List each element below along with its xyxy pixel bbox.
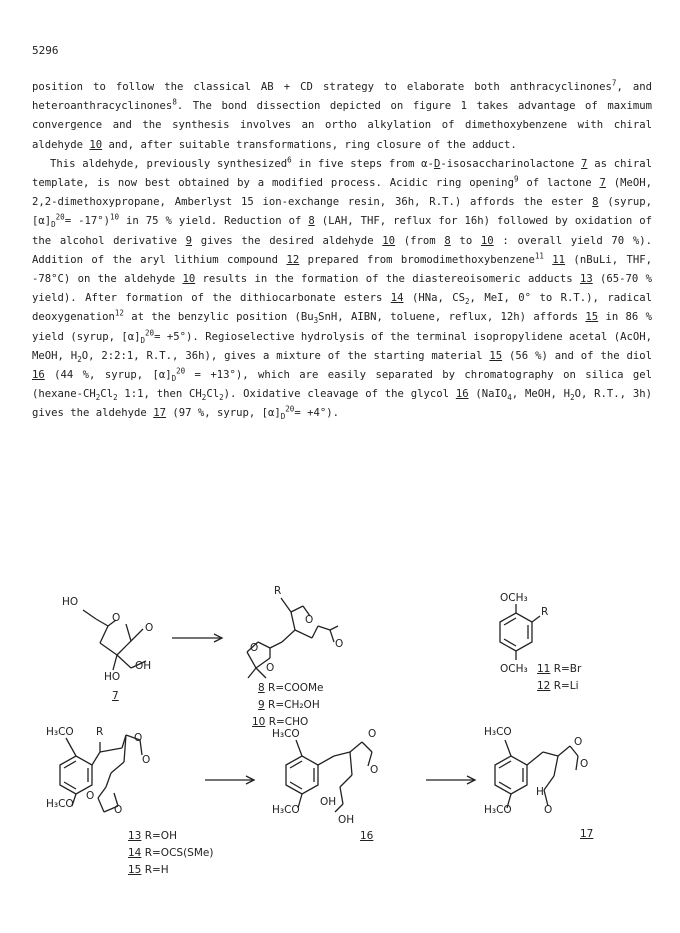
compound-number: 14 xyxy=(128,847,142,859)
label-ring-oxygen: O xyxy=(112,612,121,624)
superscript: 20 xyxy=(285,404,295,414)
label-h3co-top-13: H₃CO xyxy=(46,726,74,738)
page-number: 5296 xyxy=(32,44,59,57)
compound-row xyxy=(252,716,308,728)
compound-row xyxy=(128,830,177,842)
subscript: 3 xyxy=(313,316,319,326)
substituent: R=Br xyxy=(550,663,582,675)
label-h3co-bottom-17: H₃CO xyxy=(484,804,512,816)
compound-row xyxy=(537,680,579,692)
label-ho-top: HO xyxy=(62,596,79,608)
label-o-13a: O xyxy=(134,732,143,744)
superscript: 20 xyxy=(145,328,155,338)
compound-number: 11 xyxy=(537,663,551,675)
compound-ref: 7 xyxy=(581,157,588,170)
substituent: R=OCS(SMe) xyxy=(141,847,214,859)
paragraph-1: position to follow the classical AB + CD strategy to elaborate both anthracyclinones$^7$, and heteroanthracyclinones$^8$. The bond dissection depicted on figure 1 takes advantage of maximum convergence and the synthesis involves an ortho alkylation of dimethoxybenzene with chiral aldehyde 10 and, after suitable transformations, ring closure of the adduct. xyxy=(32,78,653,151)
compound-row xyxy=(128,864,169,876)
compound-ref: 8 xyxy=(444,234,451,247)
compound-row xyxy=(258,682,324,694)
compound-number-16: 16 xyxy=(360,830,374,842)
substituent: R=Li xyxy=(550,680,579,692)
subscript: 2 xyxy=(570,393,575,403)
reaction-scheme xyxy=(0,585,680,933)
substituent: R=COOMe xyxy=(264,682,324,694)
subscript: 2 xyxy=(77,354,82,364)
substituent: R=OH xyxy=(141,830,177,842)
compound-ref: 17 xyxy=(153,407,166,420)
subscript: 2 xyxy=(201,393,207,403)
compound-ref: 16 xyxy=(32,369,45,382)
label-o-17a: O xyxy=(574,736,583,748)
subscript: 2 xyxy=(465,297,470,307)
structure-11 xyxy=(500,604,540,660)
subscript: 2 xyxy=(113,393,118,403)
compound-ref: 10 xyxy=(480,234,494,247)
subscript: 2 xyxy=(95,393,101,403)
label-o-8a: O xyxy=(305,614,314,626)
label-o-13d: O xyxy=(114,804,123,816)
reaction-arrow-1 xyxy=(172,634,222,642)
label-o-8b: O xyxy=(335,638,344,650)
label-o-8c: O xyxy=(250,642,259,654)
label-h3co-top-16: H₃CO xyxy=(272,728,300,740)
compound-ref: 8 xyxy=(308,215,315,228)
label-h-17: H xyxy=(536,786,544,798)
compound-ref: 14 xyxy=(390,292,404,305)
compound-number: 13 xyxy=(128,830,142,842)
compound-row xyxy=(537,663,581,675)
label-carbonyl-oxygen: O xyxy=(145,622,154,634)
superscript: 10 xyxy=(109,212,119,222)
compound-ref: 11 xyxy=(552,253,566,266)
label-o-13c: O xyxy=(86,790,95,802)
compound-ref: 7 xyxy=(599,177,606,190)
label-o-16a: O xyxy=(368,728,377,740)
superscript: 20 xyxy=(176,366,186,376)
label-h3co-bottom-16: H₃CO xyxy=(272,804,300,816)
subscript: D xyxy=(280,412,286,422)
structure-8 xyxy=(247,598,338,678)
superscript: 6 xyxy=(287,155,292,165)
substituent: R=CH₂OH xyxy=(264,699,320,711)
label-oh: OH xyxy=(135,660,152,672)
compound-ref: 10 xyxy=(182,273,196,286)
label-h3co-top-17: H₃CO xyxy=(484,726,512,738)
compound-ref: 10 xyxy=(89,138,103,151)
label-o-8d: O xyxy=(266,662,275,674)
label-r-11: R xyxy=(541,606,549,618)
compound-row xyxy=(258,699,320,711)
superscript: 9 xyxy=(513,174,519,184)
label-r-8: R xyxy=(274,585,282,597)
label-h3co-bottom-13: H₃CO xyxy=(46,798,74,810)
subscript: D xyxy=(171,374,177,384)
subscript: D xyxy=(51,220,56,230)
compound-ref: D xyxy=(433,157,441,170)
label-o-16b: O xyxy=(370,764,379,776)
label-oh-16b: OH xyxy=(338,814,355,826)
compound-ref: 12 xyxy=(286,253,300,266)
compound-row xyxy=(128,847,213,859)
label-o-17b: O xyxy=(580,758,589,770)
label-och3-bottom: OCH₃ xyxy=(500,663,528,675)
compound-ref: 15 xyxy=(489,349,503,362)
compound-ref: 10 xyxy=(382,234,396,247)
paragraph-2: This aldehyde, previously synthesized$^6$ in five steps from α-D-isosaccharinolactone 7 as chiral template, is now best obtained by a modified process. Acidic ring opening$^9$ of lactone 7 (MeOH, 2,2-dimethoxypropane, Amberlyst 15 ion-exchange resin, 36h, R.T.) affords the ester 8 (syrup, $[\alpha]_D^{20}= -17^\circ)^{10}$ in 75 % yield. Reduction of 8 (LAH, THF, reflux for 16h) followed by oxidation of the alcohol derivative 9 gives the desired aldehyde 10 (from 8 to 10 : overall yield 70 %). Addition of the aryl lithium compound 12 prepared from bromodimethoxybenzene$^{11}$ 11 (nBuLi, THF, -78°C) on the aldehyde 10 results in the formation of the diastereoisomeric adducts 13 (65-70 % yield). After formation of the dithiocarbonate esters 14 (HNa, $CS_2$, MeI, 0° to R.T.), radical deoxygenation$^{12}$ at the benzylic position ($Bu_3SnH$, AIBN, toluene, reflux, 12h) affords 15 in 86 % yield (syrup, $[\alpha]_D^{20}= +5^\circ$). Regioselective hydrolysis of the terminal isopropylidene acetal (AcOH, MeOH, $H_2O$, 2:2:1, R.T., 36h), gives a mixture of the starting material 15 (56 %) and of the diol 16 (44 %, syrup, $[\alpha]_D^{20} = +13^\circ$), which are easily separated by chromatography on silica gel ($hexane-CH_2Cl_2$ 1:1, then $CH_2Cl_2$). Oxidative cleavage of the glycol 16 (NaIO$_4$, MeOH, $H_2O$, R.T., 3h) gives the aldehyde 17 (97 %, syrup, $[\alpha]_D^{20}= +4^\circ$). xyxy=(32,155,653,422)
compound-number-17: 17 xyxy=(580,828,594,840)
compound-number: 12 xyxy=(537,680,551,692)
label-r-13: R xyxy=(96,726,104,738)
compound-ref: 8 xyxy=(592,196,599,209)
substituent: R=CHO xyxy=(265,716,309,728)
compound-ref: 9 xyxy=(185,234,193,247)
label-och3-top: OCH₃ xyxy=(500,592,528,604)
compound-ref: 13 xyxy=(579,273,593,286)
label-oh-16a: OH xyxy=(320,796,337,808)
label-ho-bottom: HO xyxy=(104,671,121,683)
compound-number: 10 xyxy=(252,716,266,728)
compound-ref: 15 xyxy=(585,311,599,324)
compound-ref: 16 xyxy=(455,388,469,401)
substituent: R=H xyxy=(141,864,169,876)
superscript: 8 xyxy=(172,97,177,107)
label-o-13b: O xyxy=(142,754,151,766)
reaction-arrow-3 xyxy=(426,776,475,784)
reaction-arrow-2 xyxy=(205,776,254,784)
body-text xyxy=(32,78,652,424)
superscript: 12 xyxy=(114,308,124,318)
superscript: 20 xyxy=(55,212,65,222)
compound-number: 8 xyxy=(258,682,265,694)
compound-number-7: 7 xyxy=(112,690,119,702)
compound-number: 9 xyxy=(258,699,265,711)
subscript: 4 xyxy=(507,393,512,403)
superscript: 7 xyxy=(611,78,617,88)
superscript: 11 xyxy=(534,251,544,261)
compound-number: 15 xyxy=(128,864,142,876)
label-o-aldehyde: O xyxy=(544,804,553,816)
subscript: 2 xyxy=(219,393,224,403)
subscript: D xyxy=(140,335,146,345)
